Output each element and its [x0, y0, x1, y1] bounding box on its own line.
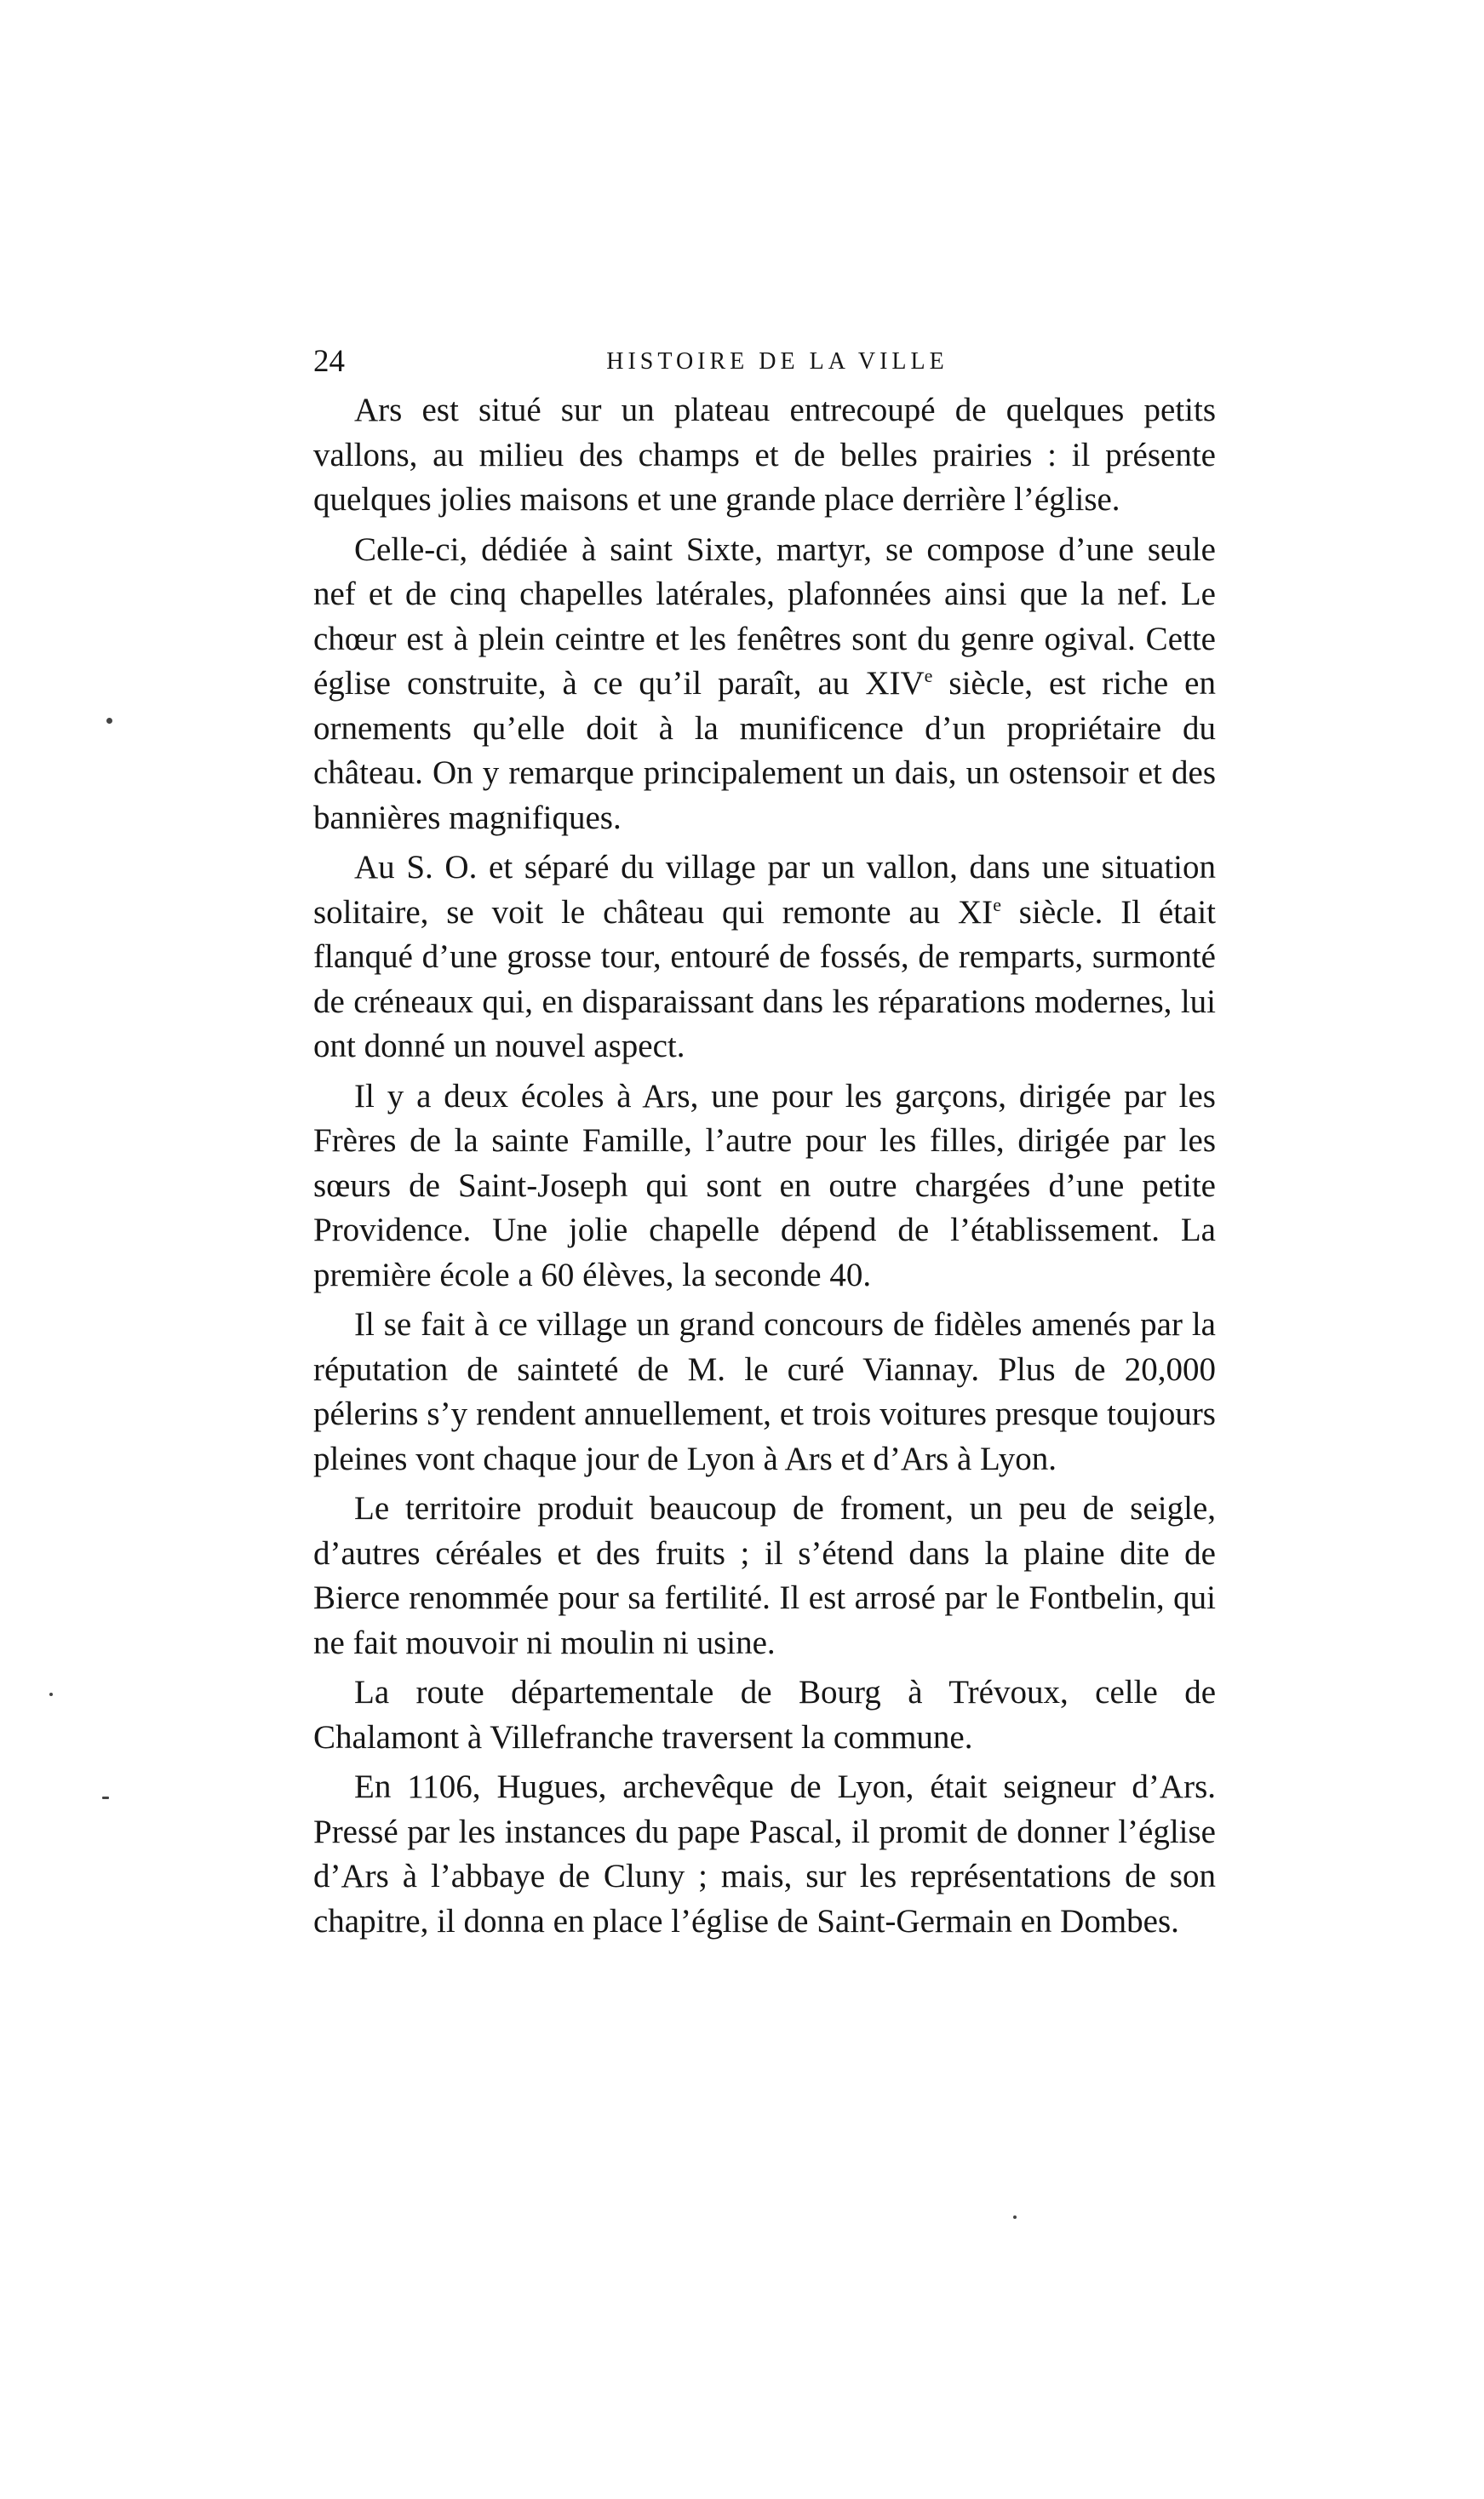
paragraph-history: En 1106, Hugues, archevêque de Lyon, était seigneur d’Ars. Pressé par les instances du pape Pascal, il promit de donner l’église d’Ars à l’abbaye de Cluny ; mais, sur les représentations de son chapitre, il donna en place l’église de Saint-Germain en Dombes.	[313, 1768, 1216, 1940]
page-header	[313, 341, 1216, 383]
century-superscript: e	[924, 665, 933, 686]
paragraph-territory: Le territoire produit beaucoup de froment, un peu de seigle, d’autres céréales et des fruits ; il s’étend dans la plaine dite de Bierce renommée pour sa fertilité. Il est arrosé par le Fontbelin, qui ne fait mouvoir ni moulin ni usine.	[313, 1490, 1216, 1661]
paragraph-castle-part-2: siècle. Il était flanqué d’une grosse tour, entouré de fossés, de remparts, surmonté de créneaux qui, en disparaissant dans les réparations modernes, lui ont donné un nouvel aspect.	[313, 893, 1216, 1064]
paragraph-situation: Ars est situé sur un plateau entrecoupé de quelques petits vallons, au milieu des champs et de belles prairies : il présente quelques jolies maisons et une grande place derrière l’église.	[313, 392, 1216, 518]
paragraph-castle-part-1: Au S. O. et séparé du village par un vallon, dans une situation solitaire, se voit le château qui remonte au XI	[313, 849, 1216, 931]
ink-speck	[106, 718, 112, 724]
paragraph-roads: La route départementale de Bourg à Trévoux, celle de Chalamont à Villefranche traversent la commune.	[313, 1674, 1216, 1756]
paragraph-church-part-2: siècle, est riche en ornements qu’elle doit à la munificence d’un propriétaire du château. On y remarque principalement un dais, un ostensoir et des bannières magnifiques.	[313, 665, 1216, 836]
paragraph-pilgrims: Il se fait à ce village un grand concours de fidèles amenés par la réputation de sainteté de M. le curé Viannay. Plus de 20,000 pélerins s’y rendent annuellement, et trois voitures presque toujours pleines vont chaque jour de Lyon à Ars et d’Ars à Lyon.	[313, 1306, 1216, 1477]
ink-speck	[49, 1693, 53, 1696]
paragraph-church	[313, 528, 1216, 841]
century-superscript: e	[993, 893, 1001, 915]
running-title: HISTOIRE DE LA VILLE	[606, 348, 948, 375]
paragraph-church-part-1: Celle-ci, dédiée à saint Sixte, martyr, se compose d’une seule nef et de cinq chapelles latérales, plafonnées ainsi que la nef. Le chœur est à plein ceintre et les fenêtres sont du genre ogival. Cette église construite, à ce qu’il paraît, au XIV	[313, 530, 1216, 702]
ink-speck	[1013, 2215, 1017, 2219]
page-number: 24	[313, 344, 345, 379]
ink-speck	[102, 1797, 109, 1799]
paragraph-castle	[313, 845, 1216, 1069]
body-text	[313, 388, 1216, 1949]
paragraph-schools: Il y a deux écoles à Ars, une pour les garçons, dirigée par les Frères de la sainte Famille, l’autre pour les filles, dirigée par les sœurs de Saint-Joseph qui sont en outre chargées d’une petite Providence. Une jolie chapelle dépend de l’établissement. La première école a 60 élèves, la seconde 40.	[313, 1077, 1216, 1293]
